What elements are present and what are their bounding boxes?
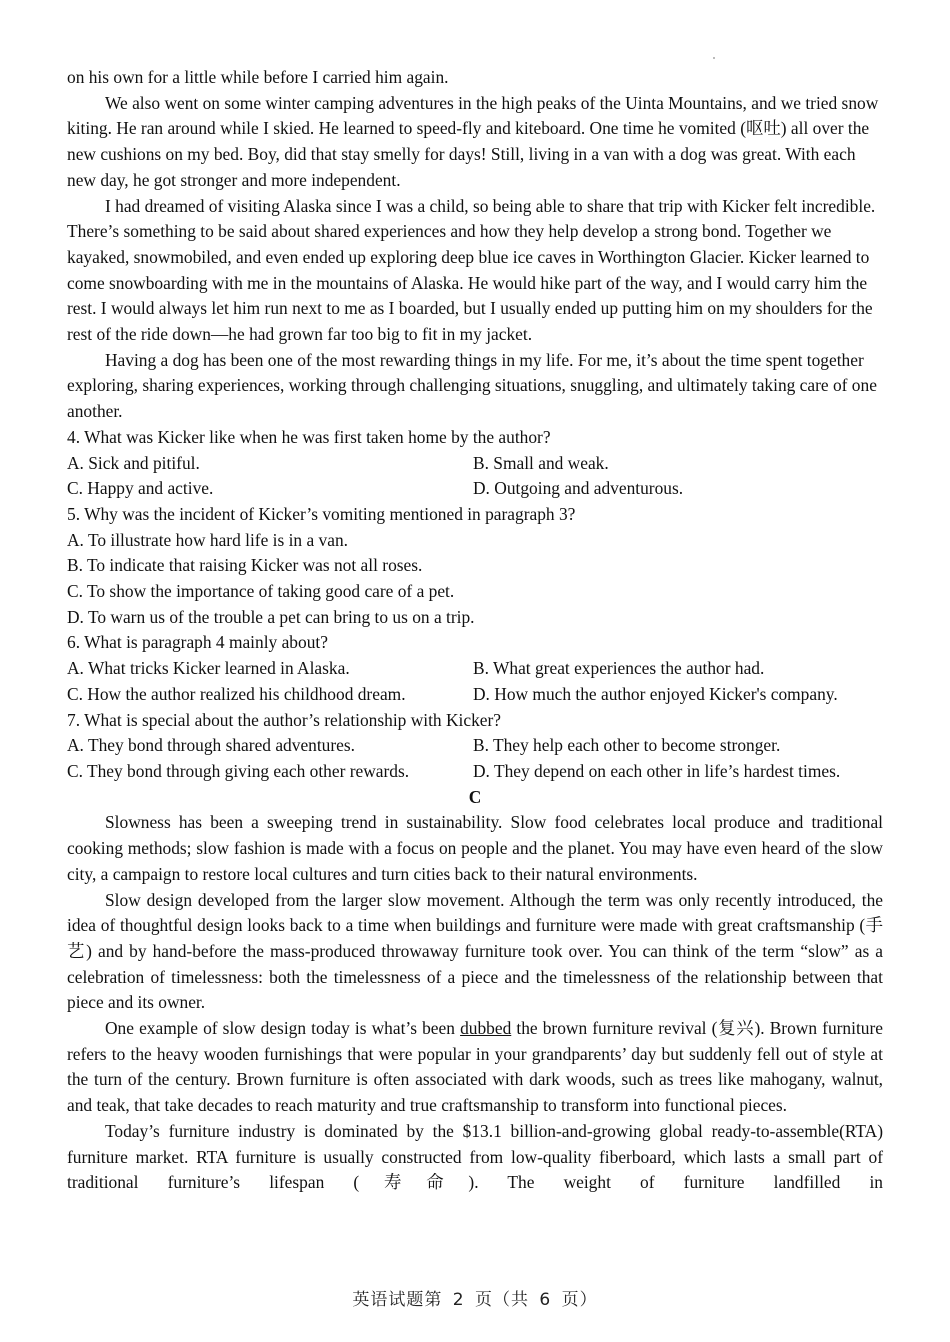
- option-a: A. They bond through shared adventures.: [67, 735, 356, 756]
- option-row: [67, 682, 883, 708]
- option-c: C. How the author realized his childhood dream.: [67, 683, 406, 704]
- exam-page: [67, 65, 883, 1196]
- passage-b-paragraph-5: Having a dog has been one of the most rewarding things in my life. For me, it’s about the time spent together exploring, sharing experiences, working through challenging situations, snuggling, and ultimately taking care of one another.: [67, 349, 877, 422]
- question-7: [67, 708, 883, 785]
- passage-b-paragraph-4: I had dreamed of visiting Alaska since I was a child, so being able to share that trip with Kicker felt incredible. There’s something to be said about shared experiences and how they help develop a strong bond. Together we kayaked, snowmobiled, and even ended up exploring deep blue ice caves in Worthington Glacier. Kicker learned to come snowboarding with me in the mountains of Alaska. He would hike part of the way, and I would carry him the rest. I would always let him run next to me as I boarded, but I usually ended up putting him on my shoulders for the rest of the ride down—he had grown far too big to fit in my jacket.: [67, 195, 876, 345]
- paragraph-text: One example of slow design today is what’s been: [105, 1018, 461, 1039]
- option-d: D. Outgoing and adventurous.: [473, 478, 684, 499]
- option-d: D. To warn us of the trouble a pet can bring to us on a trip.: [67, 606, 475, 627]
- question-stem: 7. What is special about the author’s relationship with Kicker?: [67, 709, 502, 730]
- option-row: [67, 733, 883, 759]
- passage-c-heading: C: [468, 786, 482, 807]
- option-c: C. To show the importance of taking good care of a pet.: [67, 581, 455, 602]
- option-c: C. They bond through giving each other rewards.: [67, 760, 410, 781]
- question-6: [67, 630, 883, 707]
- page-footer: 英语试题第 2 页（共 6 页）: [352, 1290, 598, 1310]
- option-d: D. They depend on each other in life’s hardest times.: [473, 760, 841, 781]
- passage-c-paragraph-3: [67, 1016, 883, 1119]
- question-4: [67, 425, 883, 502]
- option-row: [67, 656, 883, 682]
- option-row: [67, 759, 883, 785]
- option-b: B. They help each other to become stronger.: [473, 735, 781, 756]
- paragraph-text: the brown furniture revival (复兴). Brown furniture refers to the heavy wooden furnishings that were popular in your grandparents’ day but suddenly fell out of style at the turn of the century. Brown furniture is often associated with dark woods, such as trees like mahogany, walnut, and teak, that take decades to reach maturity and true craftsmanship to transform into functional pieces.: [67, 1018, 883, 1116]
- option-b: B. What great experiences the author had.: [473, 658, 765, 679]
- scan-speck: [713, 57, 715, 59]
- passage-b-paragraph-3: We also went on some winter camping adventures in the high peaks of the Uinta Mountains, and we tried snow kiting. He ran around while I skied. He learned to speed-fly and kiteboard. One time he vomited (呕吐) all over the new cushions on my bed. Boy, did that stay smelly for days! Still, living in a van with a dog was great. With each new day, he got stronger and more independent.: [67, 92, 879, 190]
- underlined-word-dubbed: dubbed: [460, 1018, 512, 1039]
- passage-c-paragraph-2: Slow design developed from the larger slow movement. Although the term was only recently introduced, the idea of thoughtful design looks back to a time when buildings and furniture were made with great craftsmanship (手艺) and by hand-before the mass-produced throwaway furniture took over. You can think of the term “slow” as a celebration of timelessness: both the timelessness of a piece and the timelessness of the relationship between that piece and its owner.: [67, 889, 883, 1013]
- passage-c-paragraph-1: Slowness has been a sweeping trend in sustainability. Slow food celebrates local produce and traditional cooking methods; slow fashion is made with a focus on people and the planet. You may have even heard of the slow city, a campaign to restore local cultures and turn cities back to their natural environments.: [67, 812, 883, 884]
- option-c: C. Happy and active.: [67, 478, 214, 499]
- question-stem: 5. Why was the incident of Kicker’s vomiting mentioned in paragraph 3?: [67, 503, 576, 524]
- option-row: [67, 476, 883, 502]
- passage-c-paragraph-4: Today’s furniture industry is dominated by the $13.1 billion-and-growing global ready-to-assemble(RTA) furniture market. RTA furniture is usually constructed from low-quality fiberboard, which lasts a small part of traditional furniture’s lifespan (寿命). The weight of furniture landfilled in: [67, 1120, 883, 1193]
- option-b: B. To indicate that raising Kicker was not all roses.: [67, 555, 423, 576]
- question-stem: 6. What is paragraph 4 mainly about?: [67, 632, 328, 653]
- passage-b-continued-paragraph: on his own for a little while before I carried him again.: [67, 67, 449, 87]
- option-a: A. Sick and pitiful.: [67, 452, 200, 473]
- option-a: A. To illustrate how hard life is in a van.: [67, 529, 349, 550]
- question-stem: 4. What was Kicker like when he was first taken home by the author?: [67, 426, 551, 447]
- question-5: [67, 502, 883, 631]
- option-b: B. Small and weak.: [473, 452, 609, 473]
- option-d: D. How much the author enjoyed Kicker's company.: [473, 683, 838, 704]
- option-a: A. What tricks Kicker learned in Alaska.: [67, 658, 350, 679]
- option-row: [67, 451, 883, 477]
